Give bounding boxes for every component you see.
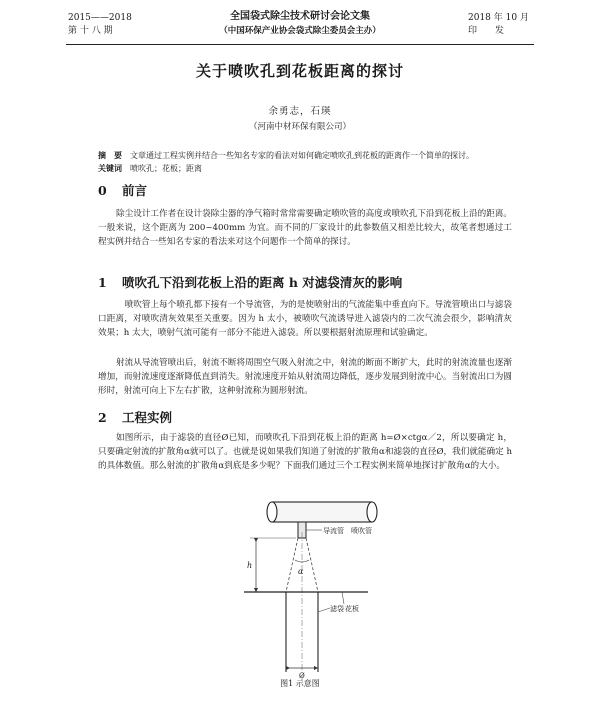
blow-pipe bbox=[267, 502, 377, 522]
jet-diagram bbox=[230, 492, 380, 682]
section-title: 前言 bbox=[122, 183, 148, 198]
bag-leader bbox=[318, 608, 330, 612]
section-heading-2 bbox=[98, 408, 172, 426]
section-heading-1 bbox=[98, 273, 402, 291]
alpha-label: α bbox=[298, 567, 304, 576]
section-1-paragraph-2: 射流从导流管喷出后，射流不断将周围空气吸入射流之中，射流的断面不断扩大，此时的射流流量也逐渐增加，而射流速度逐渐降低直到消失。射流速度开始从射流周边降低，逐步发展到射流中心。当射流出口为圆形时，射流可向上下左右扩散，这种射流称为圆形射流。 bbox=[98, 358, 512, 396]
header-issue: 第 十 八 期 bbox=[68, 26, 113, 36]
abstract bbox=[98, 149, 538, 162]
figure-caption: 图1 示意图 bbox=[280, 679, 320, 688]
header-proceedings-title: 全国袋式除尘技术研讨会论文集 bbox=[230, 11, 370, 22]
keywords bbox=[98, 162, 538, 175]
section-0-paragraph-1: 除尘设计工作者在设计袋除尘器的净气箱时常常需要确定喷吹管的高度或喷吹孔下沿到花板上沿的距离。一般来说，这个距离为 200~400mm 为宜。而不同的厂家设计的此参数值又相差比较大，故笔者想通过工程实例并结合一些知名专家的看法来对这个问题作一个简单的探讨。 bbox=[98, 209, 512, 247]
header-rule bbox=[66, 44, 534, 45]
section-number: 1 bbox=[98, 275, 107, 290]
h-dimension bbox=[250, 538, 296, 590]
section-heading-0 bbox=[98, 181, 147, 199]
section-2-paragraph-1: 如图所示，由于滤袋的直径Ø已知，而喷吹孔下沿到花板上沿的距离 h=Ø×ctgα／2，所以要确定 h，只要确定射流的扩散角α就可以了。也就是说如果我们知道了射流的扩散角α和滤袋的直径Ø，我们就能确定 h 的具体数值。那么射流的扩散角α到底是多少呢？下面我们通过三个工程实例来简单地探讨扩散角α的大小。 bbox=[98, 433, 512, 471]
header-date: 2018 年 10 月 bbox=[468, 13, 529, 23]
blow-pipe-label: 喷吹管 bbox=[351, 527, 372, 535]
paper-authors: 余勇志，石瑛 bbox=[268, 106, 332, 117]
section-title: 喷吹孔下沿到花板上沿的距离 h 对滤袋清灰的影响 bbox=[122, 275, 403, 290]
keywords-text: 喷吹孔；花板；距离 bbox=[130, 164, 202, 173]
section-number: 0 bbox=[98, 183, 107, 198]
paper-affiliation: （河南中材环保有限公司） bbox=[248, 122, 351, 132]
jet-cone bbox=[286, 532, 318, 682]
h-label: h bbox=[247, 561, 253, 570]
tube-sheet-leader bbox=[342, 592, 344, 604]
header-years: 2015——2018 bbox=[68, 13, 132, 23]
abstract-text: 文章通过工程实例并结合一些知名专家的看法对如何确定喷吹孔到花板的距离作一个简单的探讨。 bbox=[130, 151, 474, 160]
header-printed: 印 发 bbox=[468, 26, 505, 36]
header-organizer: （中国环保产业协会袋式除尘委员会主办） bbox=[219, 26, 381, 36]
keywords-label: 关键词 bbox=[98, 163, 122, 173]
tube-sheet-label: 花板 bbox=[345, 605, 359, 613]
guide-tube-label: 导流管 bbox=[323, 527, 344, 535]
header-right bbox=[468, 12, 529, 38]
diameter-label: Ø bbox=[299, 672, 305, 680]
paper-title: 关于喷吹孔到花板距离的探讨 bbox=[195, 62, 404, 80]
bag-label: 滤袋 bbox=[330, 605, 344, 613]
section-title: 工程实例 bbox=[122, 410, 173, 425]
section-1-paragraph-1: 喷吹管上每个喷孔都下接有一个导流管，为的是使喷射出的气流能集中垂直向下。导流管喷出口与滤袋口距离，对喷吹清灰效果至关重要。因为 h 太小，被喷吹气流诱导进入滤袋内的二次气流会很少，影响清灰效果；h 太大，喷射气流可能有一部分不能进入滤袋。所以要根据射流原理和试验确定。 bbox=[98, 300, 512, 338]
abstract-label: 摘 要 bbox=[98, 150, 122, 160]
section-number: 2 bbox=[98, 410, 107, 425]
